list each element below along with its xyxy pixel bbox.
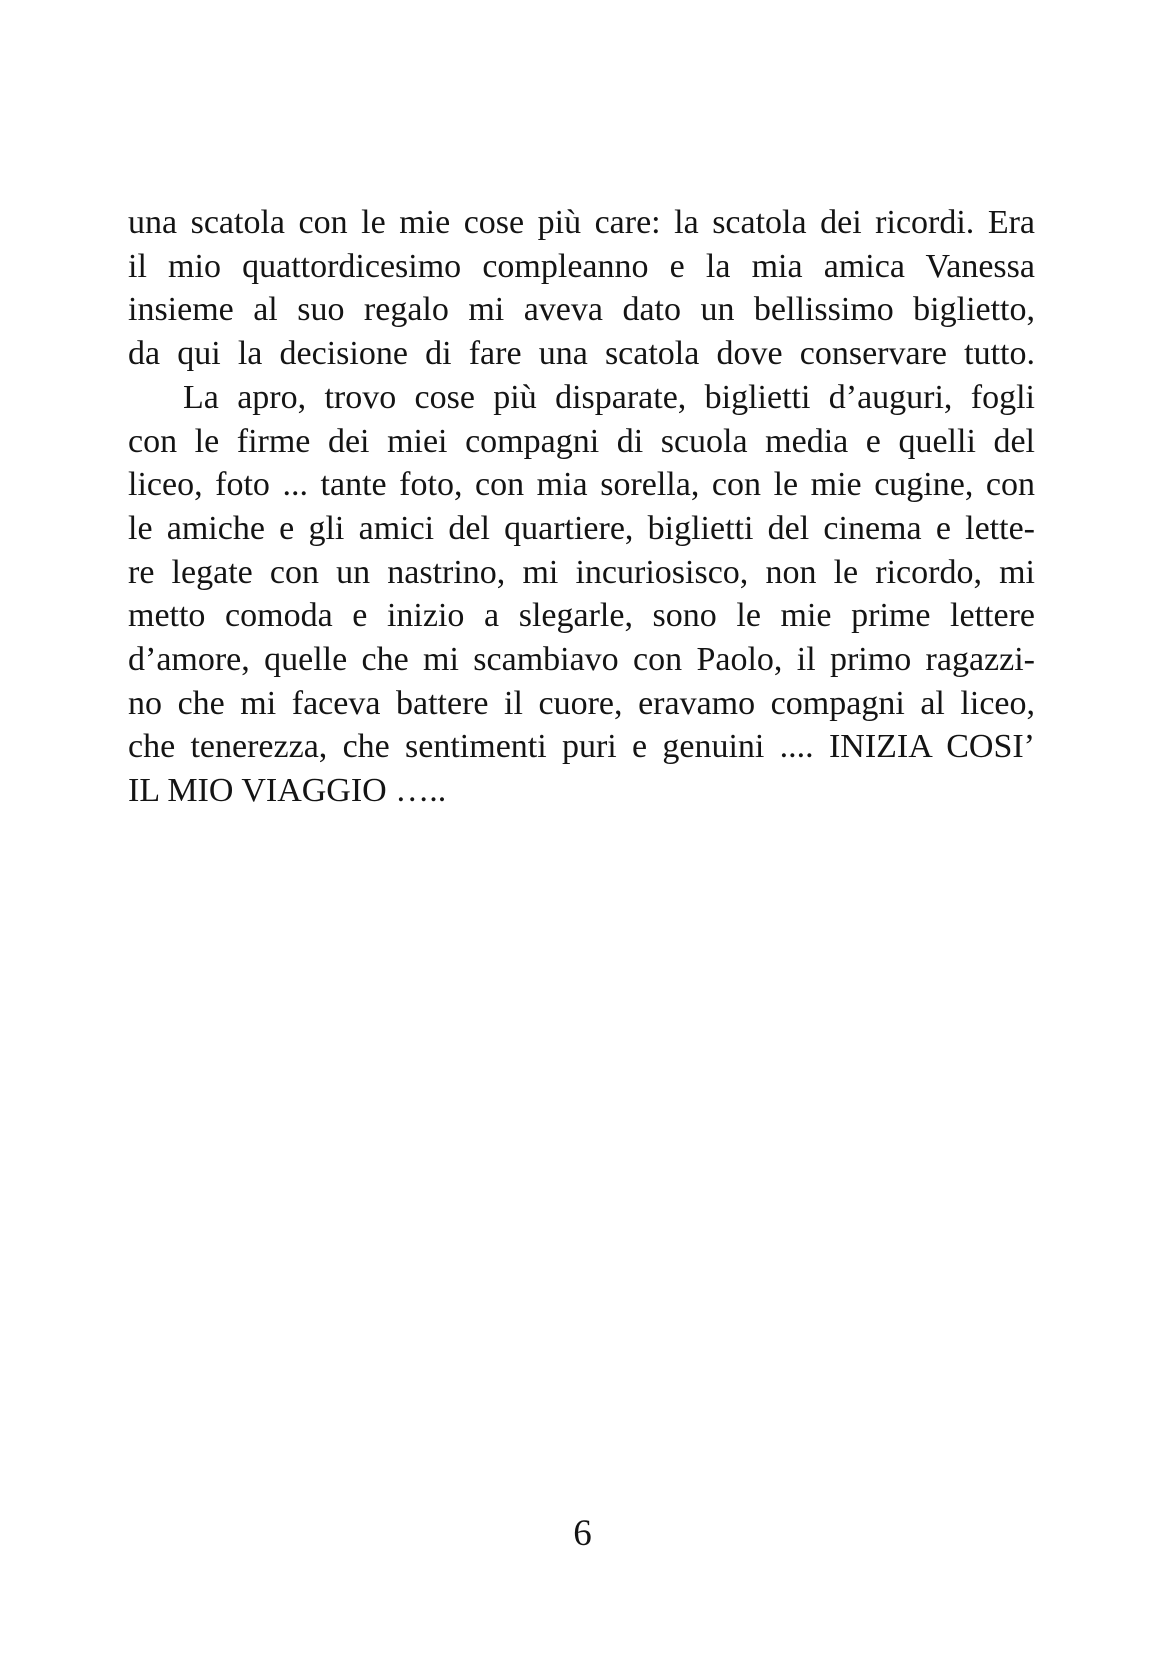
text-line: con le firme dei miei compagni di scuola media e quelli del	[128, 422, 1035, 460]
text-line: insieme al suo regalo mi aveva dato un bellissimo biglietto,	[128, 291, 1035, 329]
text-line: La apro, trovo cose più disparate, biglietti d’auguri, fogli	[183, 378, 1035, 416]
text-line: che tenerezza, che sentimenti puri e genuini .... INIZIA COSI’	[128, 728, 1035, 766]
text-line: liceo, foto ... tante foto, con mia sorella, con le mie cugine, con	[128, 466, 1035, 504]
text-line: IL MIO VIAGGIO …..	[128, 772, 447, 810]
paragraph-2	[128, 376, 1035, 813]
text-line: le amiche e gli amici del quartiere, biglietti del cinema e lette-	[128, 509, 1035, 547]
text-line: metto comoda e inizio a slegarle, sono le mie prime lettere	[128, 597, 1035, 635]
text-line: d’amore, quelle che mi scambiavo con Paolo, il primo ragazzi-	[128, 641, 1035, 679]
text-block	[128, 201, 1035, 813]
text-line: una scatola con le mie cose più care: la scatola dei ricordi. Era	[128, 204, 1035, 241]
text-line: il mio quattordicesimo compleanno e la mia amica Vanessa	[128, 247, 1035, 285]
text-line: re legate con un nastrino, mi incuriosisco, non le ricordo, mi	[128, 553, 1035, 591]
text-line: no che mi faceva battere il cuore, eravamo compagni al liceo,	[128, 684, 1035, 722]
paragraph-1	[128, 201, 1035, 376]
page-number: 6	[573, 1513, 592, 1554]
text-line: da qui la decisione di fare una scatola dove conservare tutto.	[128, 335, 1035, 373]
